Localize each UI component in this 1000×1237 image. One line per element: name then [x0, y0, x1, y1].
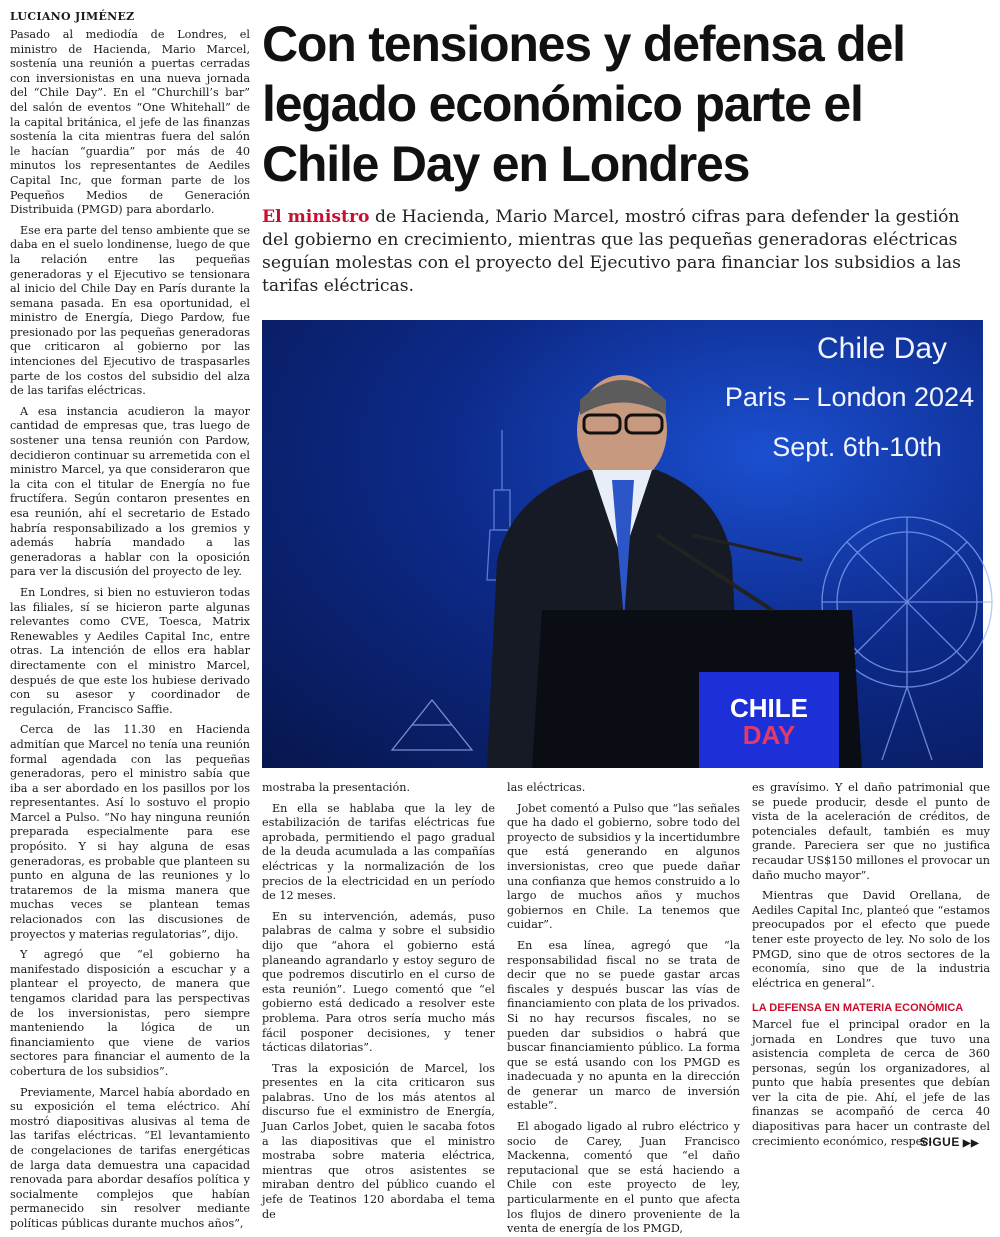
paragraph: mostraba la presentación.: [262, 781, 410, 794]
paragraph: Marcel fue el principal orador en la jornada en Londres que tuvo una asistencia completa de cerca de 360 personas, según los organizadores, al punto que había presentes que debían ver la cita de pie. Ahí, el jefe de las finanzas se acompañó de cerca 40 diapositivas para hacer un contraste del crecimiento económico, respec-: [752, 1017, 990, 1148]
paragraph: las eléctricas.: [507, 781, 586, 794]
headline: Con tensiones y defensa del legado económico parte el Chile Day en Londres: [262, 16, 905, 192]
article-column-1: [10, 28, 250, 1230]
screen-dates: Sept. 6th-10th: [772, 432, 942, 462]
byline: LUCIANO JIMÉNEZ: [10, 10, 135, 23]
paragraph: Ese era parte del tenso ambiente que se daba en el suelo londinense, luego de que la relación entre las pequeñas generadoras y el Ejecutivo se tensionara al inicio del Chile Day en París durante la semana pasada. En esa oportunidad, el ministro de Energía, Diego Pardow, fue presionado por las pequeñas generadoras que criticaron al gobierno por las intenciones del Ejecutivo de traspasarles parte de los costos del subsidio del alza de las tarifas eléctricas.: [10, 223, 250, 398]
paragraph: Jobet comentó a Pulso que “las señales que ha dado el gobierno, sobre todo del proyecto de subsidios y la incertidumbre que está generando en algunos inversionistas, creo que puede dañar una confianza que hemos construido a lo largo de muchos años y muchos gobiernos en Chile. La tenemos que cuidar”.: [507, 801, 740, 932]
continue-arrows-icon: ▶▶: [962, 1138, 980, 1149]
paragraph: Cerca de las 11.30 en Hacienda admitían que Marcel no tenía una reunión formal agendada con las pequeñas generadoras, pero el ministro sabía que iba a ser abordado en los pasillos por los representantes. Así lo sostuvo el propio Marcel a Pulso. “No hay ninguna reunión preparada especialmente para ese propósito. Y si hay alguna de esas generadoras, es probable que planteen su punto en alguna de las reuniones y lo trataremos de la misma manera que muchas veces se plantean temas relacionados con las discusiones de proyectos y materias regulatorias”, dijo.: [10, 723, 250, 941]
paragraph: El abogado ligado al rubro eléctrico y socio de Carey, Juan Francisco Mackenna, comentó que “el daño reputacional que se está haciendo a Chile con este proyecto de ley, particularmente en el punto que afecta los flujos de dinero proveniente de la venta de energía de los PMGD,: [507, 1120, 740, 1236]
screen-cities: Paris – London 2024: [724, 382, 975, 412]
lead-paragraph: [262, 206, 987, 298]
paragraph: Previamente, Marcel había abordado en su exposición el tema eléctrico. Ahí mostró diapositivas alusivas al tema de las tarifas eléctricas. “El levantamiento de congelaciones de tarifas energéticas de larga data demuestra una capacidad renovada para abordar desafíos política y socialmente complejos que habían permanecido sin resolver mediante políticas públicas durante muchos años”,: [10, 1085, 250, 1230]
lead-kicker: El ministro: [262, 207, 370, 227]
screen-title: Chile Day: [816, 332, 948, 365]
podium-logo-line1: CHILE: [730, 693, 808, 723]
podium-logo-line2: DAY: [742, 720, 796, 750]
podium-logo: [699, 672, 839, 768]
pyramid-graphic: [392, 700, 472, 750]
paragraph: Tras la exposición de Marcel, los presentes en la cita criticaron sus palabras. Uno de los más atentos al discurso fue el exministro de Energía, Juan Carlos Jobet, quien le sacaba fotos a las diapositivas que el ministro mostraba sobre materia eléctrica, mientras que otros asistentes se miraban dentro del público cuando el jefe de Teatinos 120 abordaba el tema de: [262, 1061, 495, 1221]
continue-marker: [920, 1135, 979, 1149]
article-column-2: [262, 781, 495, 1221]
paragraph: En ella se hablaba que la ley de estabilización de tarifas eléctricas fue aprobada, permitiendo el pago gradual de la deuda acumulada a las compañías eléctricas y la normalización de los precios de la electricidad en un período de 12 meses.: [262, 801, 495, 903]
paragraph: Pasado al mediodía de Londres, el ministro de Hacienda, Mario Marcel, sostenía una reunión a puertas cerradas con inversionistas en una nueva jornada del “Chile Day”. En el “Churchill’s bar” del salón de eventos “One Whitehall” de la capital británica, el jefe de las finanzas sostenía la cita mientras fuera del salón le hacían “guardia” por más de 40 minutos los representantes de Aediles Capital Inc, que forman parte de los Pequeños Medios de Generación Distribuida (PMGD) para abordarlo.: [10, 28, 250, 217]
paragraph: En esa línea, agregó que “la responsabilidad fiscal no se trata de decir que no se puede gastar arcas fiscales y después buscar las vías de financiamiento con plata de los privados. Si no hay recursos fiscales, no se pueden dar subsidios o habrá que buscar financiamiento público. La forma que se está usando con los PMGD es inadecuada y no apunta en la dirección de generar un marco de inversión estable”.: [507, 938, 740, 1113]
lead-text: de Hacienda, Mario Marcel, mostró cifras para defender la gestión del gobierno en crecimiento, mientras que las pequeñas generadoras eléctricas seguían molestas con el proyecto del Ejecutivo para financiar los subsidios a las tarifas eléctricas.: [262, 207, 961, 296]
paragraph: Mientras que David Orellana, de Aediles Capital Inc, planteó que “estamos preocupados por el efecto que puede tener este proyecto de ley. No solo de los PMGD, sino que de otros sectores de la economía, sino que de la industria eléctrica en general”.: [752, 889, 990, 990]
continue-label: SIGUE: [920, 1135, 960, 1149]
section-subheading: LA DEFENSA EN MATERIA ECONÓMICA: [752, 1002, 964, 1015]
event-photo: [262, 320, 983, 768]
paragraph: A esa instancia acudieron la mayor cantidad de empresas que, tras luego de sostener una tensa reunión con Pardow, decidieron continuar su arremetida con el ministro Marcel, ya que consideraron que la cita con el titular de Energía no fue fructífera. Según contaron presentes en esa reunión, ahí el secretario de Estado habría responsabilizado a los gremios y además habría mandado a las generadoras a hablar con la oposición para ver la discusión del proyecto de ley.: [10, 404, 250, 579]
article-column-3: [507, 781, 740, 1236]
paragraph: En Londres, si bien no estuvieron todas las filiales, sí se hicieron parte algunas relevantes como CVE, Toesca, Matrix Renewables y Aediles Capital Inc, entre otras. La intención de ellos era hablar directamente con el ministro Marcel, después de que este los hubiese derivado con su asesor y coordinador de regulación, Francisco Saffie.: [10, 585, 250, 716]
paragraph: Y agregó que “el gobierno ha manifestado disposición a escuchar y a plantear el proyecto, de manera que tengamos claridad para las perspectivas de los inversionistas, pero siempre manteniendo la lógica de un financiamiento que viene de varios sectores para financiar el aumento de la cobertura de los subsidios”.: [10, 948, 250, 1078]
paragraph: En su intervención, además, puso palabras de calma y sobre el subsidio dijo que “ahora el gobierno está planeando agrandarlo y estoy seguro de que podremos discutirlo en el curso de esta reunión”. Luego comentó que “el gobierno está dedicado a resolver este problema. Para otros sería mucho más fácil posponer decisiones, y tener tácticas dilatorias”.: [262, 909, 495, 1055]
paragraph: es gravísimo. Y el daño patrimonial que se puede producir, desde el punto de vista de la aceleración de créditos, de potenciales default, también es muy grande. Pareciera ser que no justifica recaudar US$150 millones el provocar un daño mucho mayor”.: [752, 781, 990, 882]
